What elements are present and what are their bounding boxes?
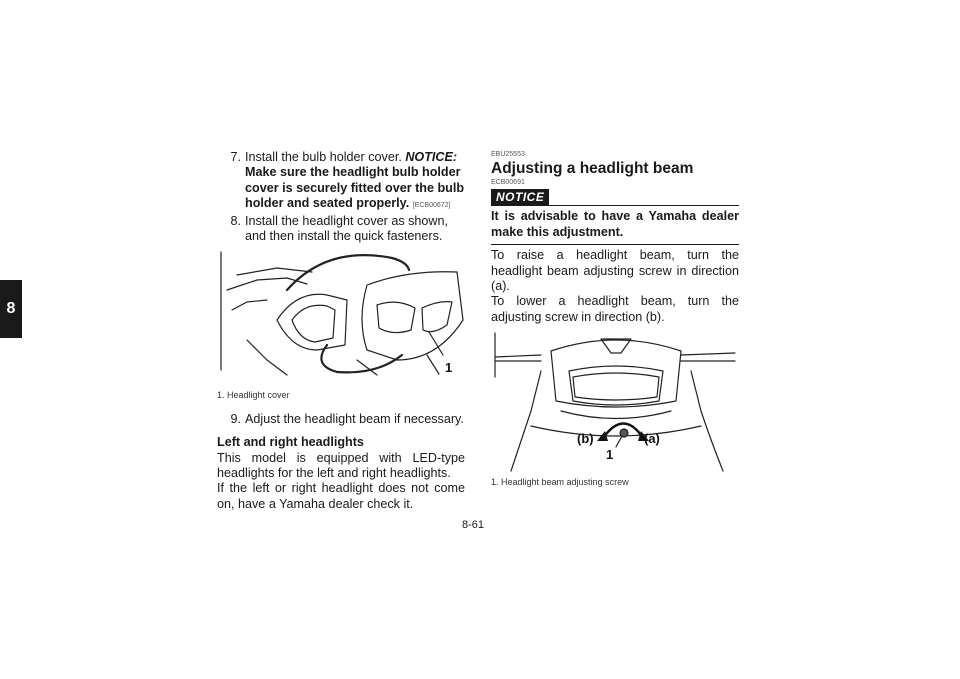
step-7-notice-label: NOTICE: xyxy=(405,150,458,164)
left-column xyxy=(217,150,465,512)
figure2-caption: 1. Headlight beam adjusting screw xyxy=(491,477,629,488)
step-7-code: [ECB00672] xyxy=(412,202,451,210)
step-7 xyxy=(217,150,465,214)
section-paragraph-2: If the left or right headlight does not come on, have a Yamaha dealer check it. xyxy=(217,481,465,511)
step-7-text: Install the bulb holder cover. xyxy=(245,150,402,164)
step-9-number: 9. xyxy=(230,411,241,426)
section-paragraph-1: This model is equipped with LED-type headlights for the left and right headlights. xyxy=(217,450,465,481)
step-9 xyxy=(217,412,465,427)
headlight-cover-illustration xyxy=(217,250,465,386)
figure2-callout: 1 xyxy=(606,447,614,463)
section-code: EBU25553 xyxy=(491,151,525,158)
notice-code: ECB00691 xyxy=(491,179,525,186)
chapter-tab: 8 xyxy=(0,280,22,338)
section-title: Adjusting a headlight beam xyxy=(491,160,694,177)
instruction-lower: To lower a headlight beam, turn the adjusting screw in direction (b). xyxy=(491,294,739,324)
step-8 xyxy=(217,214,465,245)
step-9-text: Adjust the headlight beam if necessary. xyxy=(245,411,464,426)
section-heading: Left and right headlights xyxy=(217,435,364,450)
direction-b-label: (b) xyxy=(577,431,594,447)
notice-rule xyxy=(549,205,739,206)
step-7-number: 7. xyxy=(230,150,241,164)
step-8-number: 8. xyxy=(230,213,241,228)
notice-bar xyxy=(491,189,739,206)
direction-a-label: (a) xyxy=(644,431,660,447)
headlight-adjust-illustration xyxy=(491,331,739,473)
instruction-raise: To raise a headlight beam, turn the headlight beam adjusting screw in direction (a). xyxy=(491,248,739,294)
figure1-callout: 1 xyxy=(445,360,453,376)
notice-text: It is advisable to have a Yamaha dealer make this adjustment. xyxy=(491,206,739,245)
page-number: 8-61 xyxy=(462,519,485,531)
right-column xyxy=(491,150,739,491)
notice-label: NOTICE xyxy=(491,189,549,206)
step-8-text: Install the headlight cover as shown, and then install the quick fasteners. xyxy=(245,213,449,244)
figure1-caption: 1. Headlight cover xyxy=(217,390,290,401)
step-7-warning: Make sure the headlight bulb holder cover is securely fitted over the bulb holder and seated properly. xyxy=(245,165,465,211)
